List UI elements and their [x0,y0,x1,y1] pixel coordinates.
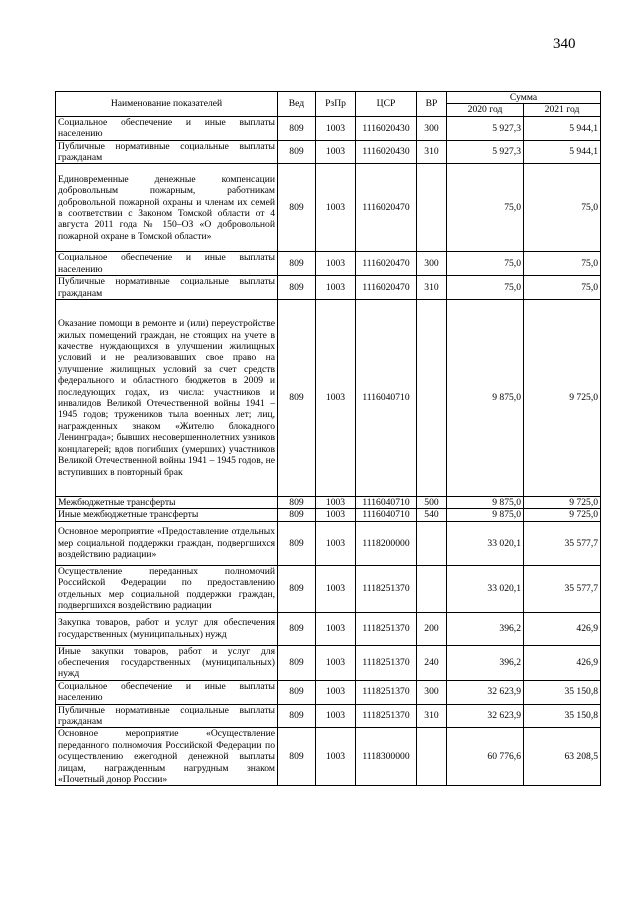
header-vr: ВР [417,92,447,117]
row-sum-2020: 9 875,0 [447,509,524,521]
row-vr: 300 [417,116,447,140]
table-row [56,645,601,680]
table-row [56,164,601,252]
row-vr [417,728,447,786]
row-sum-2020: 33 020,1 [447,521,524,565]
row-sum-2020: 32 623,9 [447,704,524,728]
row-rzpr: 1003 [316,728,356,786]
row-sum-2021: 426,9 [524,645,601,680]
row-sum-2020: 32 623,9 [447,680,524,704]
row-csr: 1118251370 [356,645,417,680]
row-sum-2020: 5 927,3 [447,140,524,164]
header-year-2020: 2020 год [447,104,524,116]
row-rzpr: 1003 [316,680,356,704]
row-name: Межбюджетные трансферты [56,497,278,509]
row-rzpr: 1003 [316,521,356,565]
row-vr: 310 [417,704,447,728]
row-rzpr: 1003 [316,276,356,300]
row-ved: 809 [278,704,316,728]
row-name: Социальное обеспечение и иные выплаты населению [56,680,278,704]
row-sum-2021: 75,0 [524,276,601,300]
row-csr: 1116020470 [356,164,417,252]
row-csr: 1118300000 [356,728,417,786]
row-name: Публичные нормативные социальные выплаты гражданам [56,140,278,164]
row-csr: 1118251370 [356,565,417,612]
header-rzpr: РзПр [316,92,356,117]
row-ved: 809 [278,300,316,497]
row-rzpr: 1003 [316,252,356,276]
row-rzpr: 1003 [316,612,356,645]
row-ved: 809 [278,509,316,521]
row-rzpr: 1003 [316,497,356,509]
row-csr: 1118251370 [356,612,417,645]
row-vr: 540 [417,509,447,521]
row-vr: 200 [417,612,447,645]
row-csr: 1116020470 [356,252,417,276]
row-sum-2021: 35 150,8 [524,704,601,728]
row-sum-2021: 63 208,5 [524,728,601,786]
header-csr: ЦСР [356,92,417,117]
row-sum-2020: 5 927,3 [447,116,524,140]
row-rzpr: 1003 [316,565,356,612]
row-sum-2021: 5 944,1 [524,116,601,140]
row-name: Социальное обеспечение и иные выплаты населению [56,116,278,140]
row-csr: 1116020430 [356,116,417,140]
row-sum-2021: 35 150,8 [524,680,601,704]
row-vr [417,521,447,565]
header-ved: Вед [278,92,316,117]
row-rzpr: 1003 [316,704,356,728]
row-ved: 809 [278,252,316,276]
row-vr: 310 [417,276,447,300]
table-row [56,612,601,645]
table-row [56,565,601,612]
row-csr: 1116020430 [356,140,417,164]
table-row [56,509,601,521]
row-name: Основное мероприятие «Осуществление переданного полномочия Российской Федерации по осуществлению ежегодной денежной выплаты лицам, награжденным нагрудным знаком «Почетный донор России» [56,728,278,786]
row-ved: 809 [278,497,316,509]
table-row [56,497,601,509]
row-sum-2020: 9 875,0 [447,300,524,497]
row-ved: 809 [278,116,316,140]
table-row [56,276,601,300]
row-sum-2021: 426,9 [524,612,601,645]
row-vr [417,300,447,497]
row-name: Единовременные денежные компенсации добровольным пожарным, работникам добровольной пожарной охраны и членам их семей в соответствии с Законом Томской области от 4 августа 2011 года № 150–ОЗ «О добровольной пожарной охране в Томской области» [56,164,278,252]
row-rzpr: 1003 [316,116,356,140]
row-sum-2021: 9 725,0 [524,300,601,497]
table-row [56,300,601,497]
row-vr: 300 [417,680,447,704]
row-name: Иные межбюджетные трансферты [56,509,278,521]
header-sum: Сумма [447,92,601,104]
row-sum-2021: 75,0 [524,164,601,252]
row-csr: 1116040710 [356,509,417,521]
table-row [56,521,601,565]
row-sum-2020: 75,0 [447,164,524,252]
row-rzpr: 1003 [316,300,356,497]
row-csr: 1116040710 [356,300,417,497]
header-year-2021: 2021 год [524,104,601,116]
row-sum-2021: 9 725,0 [524,497,601,509]
table-row [56,116,601,140]
row-ved: 809 [278,728,316,786]
row-csr: 1118251370 [356,704,417,728]
row-csr: 1118200000 [356,521,417,565]
page-number: 340 [553,36,576,52]
budget-table [55,91,601,786]
row-sum-2020: 75,0 [447,276,524,300]
row-rzpr: 1003 [316,509,356,521]
row-name: Социальное обеспечение и иные выплаты населению [56,252,278,276]
row-csr: 1118251370 [356,680,417,704]
row-vr [417,164,447,252]
row-sum-2020: 33 020,1 [447,565,524,612]
row-ved: 809 [278,612,316,645]
row-sum-2020: 396,2 [447,645,524,680]
table-row [56,252,601,276]
row-csr: 1116040710 [356,497,417,509]
row-name: Осуществление переданных полномочий Российской Федерации по предоставлению отдельных мер социальной поддержки граждан, подвергшихся воздействию радиации [56,565,278,612]
row-ved: 809 [278,645,316,680]
row-ved: 809 [278,565,316,612]
row-ved: 809 [278,680,316,704]
row-name: Публичные нормативные социальные выплаты гражданам [56,276,278,300]
row-rzpr: 1003 [316,645,356,680]
table-row [56,728,601,786]
row-sum-2020: 9 875,0 [447,497,524,509]
row-sum-2021: 35 577,7 [524,521,601,565]
row-name: Оказание помощи в ремонте и (или) переустройстве жилых помещений граждан, не стоящих на учете в качестве нуждающихся в улучшении жилищных условий и не реализовавших свое право на улучшение жилищных условий за счет средств федерального и областного бюджетов в 2009 и последующих годах, из числа: участников и инвалидов Великой Отечественной войны 1941 – 1945 годов; тружеников тыла военных лет; лиц, награжденных знаком «Жителю блокадного Ленинграда»; бывших несовершеннолетних узников концлагерей; вдов погибших (умерших) участников Великой Отечественной войны 1941 – 1945 годов, не вступивших в повторный брак [56,300,278,497]
row-rzpr: 1003 [316,140,356,164]
table-row [56,140,601,164]
row-vr: 500 [417,497,447,509]
row-sum-2020: 60 776,6 [447,728,524,786]
table-row [56,680,601,704]
row-vr: 300 [417,252,447,276]
row-sum-2021: 5 944,1 [524,140,601,164]
row-csr: 1116020470 [356,276,417,300]
row-rzpr: 1003 [316,164,356,252]
row-vr: 240 [417,645,447,680]
row-sum-2020: 396,2 [447,612,524,645]
row-vr: 310 [417,140,447,164]
row-ved: 809 [278,164,316,252]
row-ved: 809 [278,276,316,300]
row-vr [417,565,447,612]
row-ved: 809 [278,140,316,164]
row-sum-2021: 75,0 [524,252,601,276]
row-sum-2020: 75,0 [447,252,524,276]
row-name: Иные закупки товаров, работ и услуг для обеспечения государственных (муниципальных) нужд [56,645,278,680]
header-name: Наименование показателей [56,92,278,117]
table-row [56,704,601,728]
row-name: Закупка товаров, работ и услуг для обеспечения государственных (муниципальных) нужд [56,612,278,645]
row-sum-2021: 9 725,0 [524,509,601,521]
row-name: Основное мероприятие «Предоставление отдельных мер социальной поддержки граждан, подвергшихся воздействию радиации» [56,521,278,565]
row-name: Публичные нормативные социальные выплаты гражданам [56,704,278,728]
row-ved: 809 [278,521,316,565]
row-sum-2021: 35 577,7 [524,565,601,612]
